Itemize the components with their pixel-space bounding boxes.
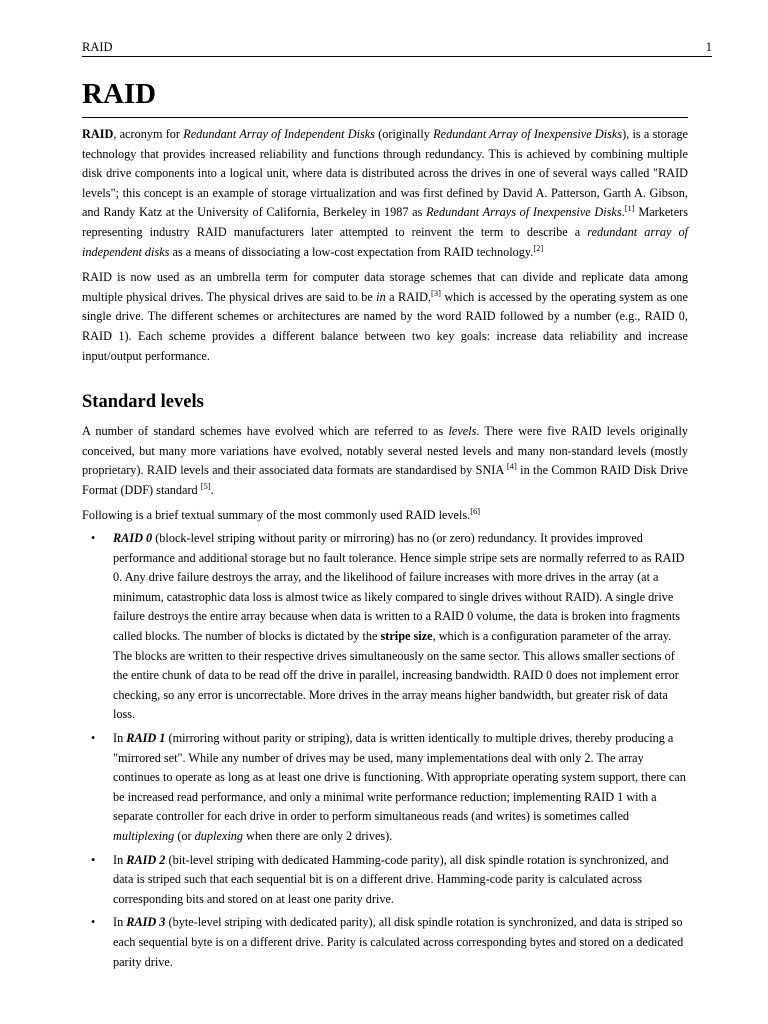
raid-1-prefix: In <box>113 731 127 746</box>
raid-1-text: (or <box>174 829 195 843</box>
title-rule <box>82 117 688 118</box>
umbrella-paragraph <box>82 268 688 366</box>
bullet: • <box>91 731 96 746</box>
term-raid: RAID <box>82 127 114 141</box>
bullet: • <box>91 915 96 930</box>
article-body <box>82 125 688 976</box>
raid-2-prefix: In <box>113 852 127 867</box>
list-item-raid-0 <box>91 529 688 725</box>
term-multiplexing: multiplexing <box>113 829 175 843</box>
article-title: RAID <box>82 78 157 110</box>
term-independent: Redundant Array of Independent Disks <box>183 127 375 141</box>
intro-text: ), is a storage technology that provides increased reliability and functions through redundancy. This is achieved by combining multiple disk drive components into a logical unit, where data is distributed across the drives in one of several ways called "RAID levels"; this concept is an example of storage virtualization and was first defined by David A. Patterson, Garth A. Gibson, and Randy Katz at the University of California, Berkeley in 1987 as <box>82 127 688 220</box>
raid-1-text: (mirroring without parity or striping), data is written identically to multiple drives, thereby producing a "mirrored set". While any number of drives may be used, many implementations deal with only 2. The array continues to operate as long as at least one drive is functioning. With appropriate operating system support, there can be increased read performance, and only a minimal write performance reduction; implementing RAID 1 with a separate controller for each drive in order to perform simultaneous reads (and writes) is sometimes called <box>113 731 686 824</box>
raid-levels-list <box>82 529 688 972</box>
running-header <box>82 38 712 56</box>
reference-1[interactable]: [1] <box>624 203 635 214</box>
raid-0-text: , which is a configuration parameter of the array. The blocks are written to their respective drives simultaneously on the same sector. This allows smaller sections of the entire chunk of data to be read off the drive in parallel, increasing bandwidth. RAID 0 does not implement error checking, so any error is uncorrectable. More drives in the array means higher bandwidth, but greater risk of data loss. <box>113 629 679 722</box>
reference-2[interactable]: [2] <box>533 242 544 253</box>
standard-levels-paragraph <box>82 422 688 500</box>
term-levels: levels <box>448 424 477 439</box>
term-inexpensive: Redundant Array of Inexpensive Disks <box>433 127 623 141</box>
term-arrays-inexpensive: Redundant Arrays of Inexpensive Disks <box>426 205 622 220</box>
list-item-raid-1 <box>91 729 688 847</box>
raid-3-text: (byte-level striping with dedicated parity), all disk spindle rotation is synchronized, and data is striped so each sequential byte is on a different drive. Parity is calculated across corresponding bytes and stored on a dedicated parity drive. <box>113 915 684 969</box>
term-stripe-size: stripe size <box>380 629 433 644</box>
intro-paragraph <box>82 125 688 262</box>
reference-3[interactable]: [3] <box>430 287 441 298</box>
list-item-raid-2 <box>91 851 688 910</box>
standard-text: . <box>210 482 214 497</box>
reference-5[interactable]: [5] <box>200 480 211 491</box>
raid-1-name: RAID 1 <box>126 731 166 746</box>
page-number: 1 <box>705 40 712 54</box>
intro-text: . <box>621 205 625 220</box>
reference-4[interactable]: [4] <box>506 461 517 472</box>
intro-text: Marketers representing industry RAID manufacturers later attempted to reinvent the term to describe a <box>82 205 688 239</box>
term-duplexing: duplexing <box>194 829 243 843</box>
raid-2-text: (bit-level striping with dedicated Hamming-code parity), all disk spindle rotation is synchronized, and data is striped such that each sequential bit is on a different drive. Hamming-code parity is calculated across corresponding bits and stored on at least one parity drive. <box>113 852 669 906</box>
bullet: • <box>91 531 96 546</box>
standard-text: in the Common RAID Disk Drive Format (DDF) standard <box>82 463 688 497</box>
raid-3-prefix: In <box>113 915 127 930</box>
intro-text: , acronym for <box>113 127 184 141</box>
intro-text: as a means of dissociating a low-cost expectation from RAID technology. <box>169 244 534 259</box>
standard-text: . There were five RAID levels originally conceived, but many more variations have evolved, notably several nested levels and many non-standard levels (mostly proprietary). RAID levels and their associated data formats are standardised by SNIA <box>82 424 688 478</box>
summary-text: Following is a brief textual summary of the most commonly used RAID levels. <box>82 507 471 522</box>
raid-0-name: RAID 0 <box>113 531 153 546</box>
umbrella-text: which is accessed by the operating system as one single drive. The different schemes or architectures are named by the word RAID followed by a number (e.g., RAID 0, RAID 1). Each scheme provides a different balance between two key goals: increase data reliability and increase input/output performance. <box>82 289 688 363</box>
reference-6[interactable]: [6] <box>470 505 481 516</box>
summary-intro-paragraph <box>82 506 688 526</box>
term-in: in <box>376 289 386 304</box>
term-redundant-array-independent: redundant array of independent disks <box>82 224 688 259</box>
umbrella-text: RAID is now used as an umbrella term for computer data storage schemes that can divide and replicate data among multiple physical drives. The physical drives are said to be <box>82 270 688 304</box>
running-header-title: RAID <box>82 40 113 54</box>
section-heading-standard-levels: Standard levels <box>82 392 204 413</box>
header-rule <box>82 56 712 57</box>
intro-text: (originally <box>374 127 434 141</box>
bullet: • <box>91 852 96 867</box>
standard-text: A number of standard schemes have evolved which are referred to as <box>82 424 449 439</box>
raid-3-name: RAID 3 <box>126 915 166 930</box>
umbrella-text: a RAID, <box>385 289 431 304</box>
raid-2-name: RAID 2 <box>126 852 166 867</box>
list-item-raid-3 <box>91 913 688 972</box>
raid-0-text: (block-level striping without parity or mirroring) has no (or zero) redundancy. It provides improved performance and additional storage but no fault tolerance. Hence simple stripe sets are normally referred to as RAID 0. Any drive failure destroys the array, and the likelihood of failure increases with more drives in the array (at a minimum, catastrophic data loss is almost twice as likely compared to single drives without RAID). A single drive failure destroys the entire array because when data is written to a RAID 0 volume, the data is broken into fragments called blocks. The number of blocks is dictated by the <box>113 531 685 644</box>
raid-1-text: when there are only 2 drives). <box>242 829 393 843</box>
